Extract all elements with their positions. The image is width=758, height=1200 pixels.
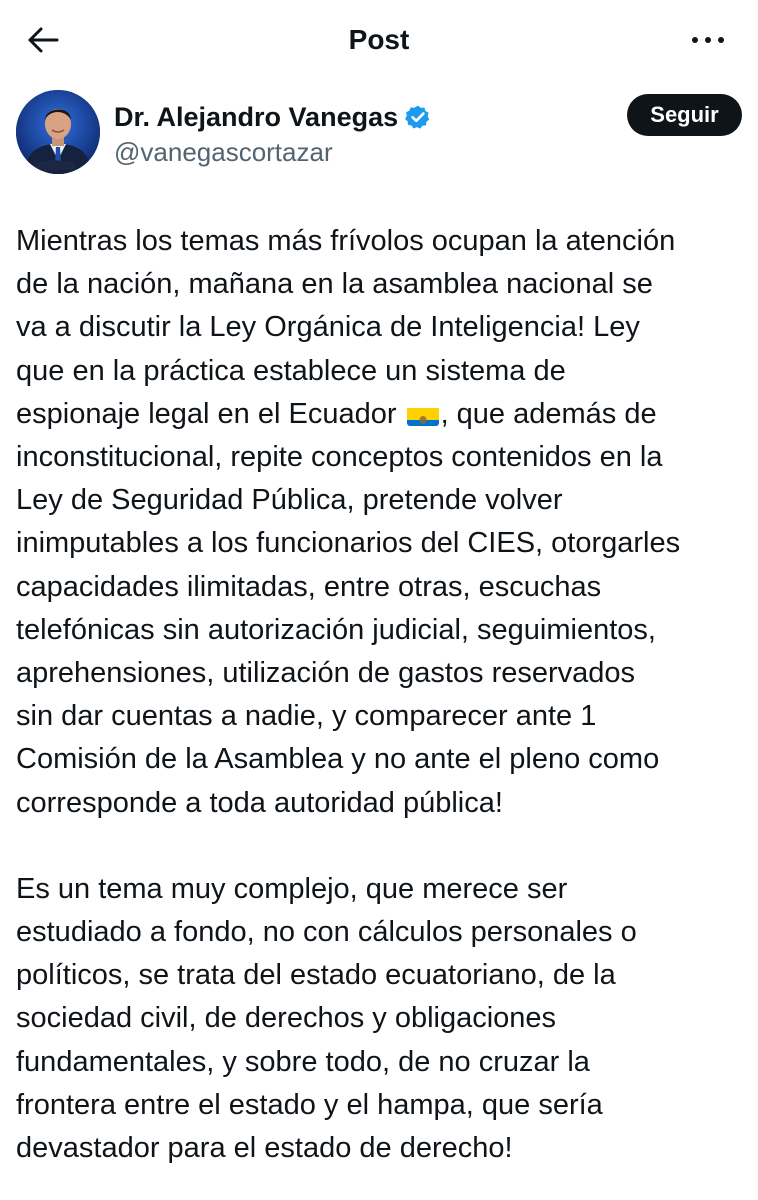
text-line: telefónicas sin autorización judicial, seguimientos, [16, 613, 656, 646]
text-segment: espionaje legal en el Ecuador [16, 397, 397, 430]
more-options-button[interactable] [684, 22, 732, 58]
display-name[interactable]: Dr. Alejandro Vanegas [114, 102, 399, 132]
text-line: que en la práctica establece un sistema de [16, 354, 566, 387]
text-line: Es un tema muy complejo, que merece ser [16, 872, 568, 905]
tweet-paragraph-1 [16, 220, 746, 825]
tweet-paragraph-2 [16, 868, 746, 1170]
follow-button[interactable]: Seguir [627, 94, 742, 136]
text-line [16, 393, 746, 436]
more-horizontal-icon [692, 37, 698, 43]
text-line: Ley de Seguridad Pública, pretende volver [16, 484, 563, 517]
avatar-image [16, 90, 100, 174]
text-segment: , que además de [440, 397, 657, 430]
text-line: sin dar cuentas a nadie, y comparecer ante 1 [16, 700, 597, 733]
ecuador-flag-icon [407, 402, 439, 426]
name-row [114, 100, 431, 134]
more-dot [718, 37, 724, 43]
top-bar [0, 0, 758, 80]
text-line: inconstitucional, repite conceptos contenidos en la [16, 441, 663, 474]
text-line: corresponde a toda autoridad pública! [16, 786, 503, 819]
text-line: Mientras los temas más frívolos ocupan la atención [16, 225, 676, 257]
text-line: sociedad civil, de derechos y obligaciones [16, 1002, 557, 1035]
tweet-text [16, 220, 746, 1170]
text-line: inimputables a los funcionarios del CIES, otorgarles [16, 527, 681, 560]
text-line: políticos, se trata del estado ecuatoriano, de la [16, 959, 616, 992]
author-section [16, 90, 742, 180]
verified-badge-icon [405, 104, 431, 130]
text-line: devastador para el estado de derecho! [16, 1132, 513, 1165]
text-line: estudiado a fondo, no con cálculos personales o [16, 916, 637, 949]
text-line: va a discutir la Ley Orgánica de Inteligencia! Ley [16, 311, 640, 344]
text-line: aprehensiones, utilización de gastos reservados [16, 657, 636, 690]
page-title: Post [348, 24, 410, 55]
text-line: capacidades ilimitadas, entre otras, escuchas [16, 570, 602, 603]
more-dot [705, 37, 711, 43]
text-line: Comisión de la Asamblea y no ante el pleno como [16, 743, 660, 776]
avatar[interactable] [16, 90, 100, 174]
text-line: de la nación, mañana en la asamblea nacional se [16, 268, 653, 301]
user-handle[interactable]: @vanegascortazar [114, 137, 333, 167]
text-line: fundamentales, y sobre todo, de no cruzar la [16, 1045, 590, 1078]
text-line: frontera entre el estado y el hampa, que sería [16, 1088, 603, 1121]
